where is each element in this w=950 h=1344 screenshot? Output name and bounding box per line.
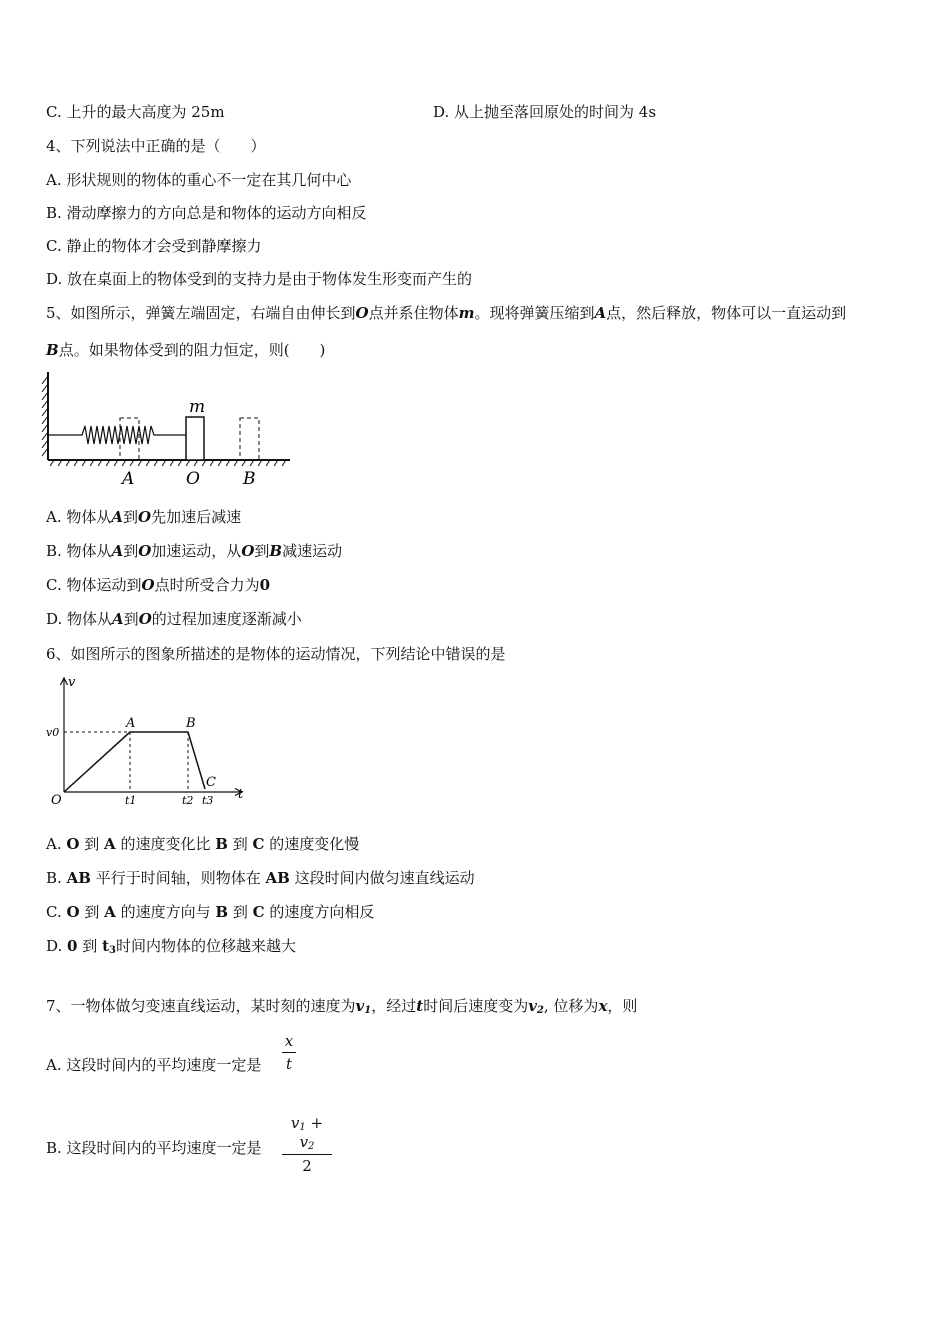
q5b-text: B. 物体从: [46, 542, 112, 560]
q4-option-d: D. 放在桌面上的物体受到的支持力是由于物体发生形变而产生的: [46, 270, 473, 288]
q6d-t-sub: 3: [109, 945, 116, 956]
q7b-plus: +: [305, 1114, 324, 1132]
q6a-text: 的速度变化比: [120, 835, 211, 853]
q7a-denominator: t: [285, 1055, 293, 1073]
q5-stem-text: 点，然后释放，物体可以一直运动到: [606, 304, 847, 322]
q7-option-b: B. 这段时间内的平均速度一定是: [46, 1139, 262, 1157]
q6c-label: C: [252, 903, 265, 921]
q5b-label: O: [241, 542, 255, 560]
q5a-text: 到: [123, 508, 139, 526]
q4-option-a: A. 形状规则的物体的重心不一定在其几何中心: [46, 171, 352, 189]
q7-v1: [356, 997, 372, 1015]
q5b-text: 到: [254, 542, 270, 560]
q7b-denominator: 2: [302, 1157, 312, 1175]
q5-option-b: [46, 541, 342, 561]
q6a-label: B: [215, 835, 228, 853]
q6d-text: 到: [82, 937, 98, 955]
q7b-v: v: [290, 1114, 300, 1132]
q6c-text: 的速度方向与: [120, 903, 211, 921]
q5a-text: A. 物体从: [46, 508, 112, 526]
q6-stem: 6、如图所示的图象所描述的是物体的运动情况，下列结论中错误的是: [46, 645, 506, 663]
q5-label-a: A: [594, 304, 607, 322]
q6c-text: 的速度方向相反: [269, 903, 375, 921]
q6c-label: B: [215, 903, 229, 921]
q6b-text: 平行于时间轴，则物体在: [95, 869, 261, 887]
axis-v: v: [68, 675, 76, 690]
q6a-label: A: [104, 835, 116, 853]
q5d-text: 的过程加速度逐渐减小: [151, 610, 302, 628]
q7-v2: [528, 997, 544, 1015]
q3-option-c: C. 上升的最大高度为 25m: [46, 103, 225, 121]
q7b-numerator: [282, 1114, 332, 1155]
spring: [48, 426, 186, 444]
q6a-text: 的速度变化慢: [269, 835, 360, 853]
q5a-text: 先加速后减速: [151, 508, 242, 526]
vt-graph: [42, 672, 252, 812]
q7a-fraction: [282, 1032, 296, 1073]
q5d-label: O: [138, 610, 152, 628]
q5-stem-line1: [46, 303, 846, 323]
point-a-label: A: [126, 716, 136, 731]
q6c-text: 到: [232, 903, 248, 921]
spring-figure: [40, 368, 300, 493]
q5-label-m: m: [458, 304, 475, 322]
q6b-label: AB: [265, 869, 290, 887]
q4-stem: 4、下列说法中正确的是（ ）: [46, 137, 266, 155]
q5b-label: B: [269, 542, 283, 560]
q7-stem: [46, 996, 637, 1021]
label-a: A: [122, 469, 135, 489]
label-b: B: [243, 469, 256, 489]
q6d-text: 时间内物体的位移越来越大: [115, 937, 296, 955]
axis-t: t: [238, 787, 244, 802]
q5-stem-text: 点。如果物体受到的阻力恒定，则( ): [58, 341, 326, 359]
q7-v: v: [528, 997, 537, 1015]
q7-text: 7、一物体做匀变速直线运动，某时刻的速度为: [46, 997, 356, 1015]
q7b-sub: 1: [299, 1122, 306, 1133]
q5b-label: A: [111, 542, 124, 560]
q6a-text: A.: [46, 835, 62, 853]
q6a-label: O: [66, 835, 80, 853]
q7-text: , 位移为: [543, 997, 599, 1015]
q6c-label: A: [104, 903, 116, 921]
q5-stem-text: 点并系住物体: [368, 304, 459, 322]
q3-option-d: D. 从上抛至落回原处的时间为 4s: [433, 103, 657, 121]
q5b-text: 到: [123, 542, 139, 560]
q6d-text: D.: [46, 937, 63, 955]
q6a-text: 到: [232, 835, 248, 853]
origin-label: O: [51, 793, 62, 808]
block-m: [186, 417, 204, 460]
q5b-text: 减速运动: [282, 542, 343, 560]
q6c-label: O: [66, 903, 80, 921]
q6b-label: AB: [66, 869, 91, 887]
q7-option-a: A. 这段时间内的平均速度一定是: [46, 1056, 262, 1074]
point-b-label: B: [186, 716, 196, 731]
q6c-text: 到: [84, 903, 100, 921]
q5-option-a: [46, 507, 241, 527]
q5-stem-text: 。现将弹簧压缩到: [474, 304, 595, 322]
q7a-numerator: x: [282, 1032, 296, 1053]
q5-option-d: [46, 609, 302, 629]
vt-line: [64, 732, 205, 792]
q6d-t3: [102, 937, 116, 955]
q6a-text: 到: [84, 835, 100, 853]
q7-text: ，经过: [371, 997, 417, 1015]
v0-label: v0: [46, 726, 60, 739]
q7-text: ，则: [607, 997, 638, 1015]
q5-label-o: O: [355, 304, 369, 322]
q5d-text: D. 物体从: [46, 610, 113, 628]
q7b-v: v: [299, 1133, 309, 1151]
q6d-zero: 0: [67, 937, 78, 955]
q7b-sub: 2: [308, 1141, 315, 1152]
label-m: m: [189, 397, 206, 417]
q6c-text: C.: [46, 903, 62, 921]
q7b-fraction: [282, 1114, 332, 1175]
q7-v: v: [355, 997, 365, 1015]
q7-sub: 1: [364, 1005, 372, 1016]
q7-sub: 2: [536, 1005, 544, 1016]
q6b-text: 这段时间内做匀速直线运动: [294, 869, 475, 887]
q5-stem-line2: [46, 340, 325, 360]
q6b-text: B.: [46, 869, 62, 887]
q4-option-b: B. 滑动摩擦力的方向总是和物体的运动方向相反: [46, 204, 367, 222]
t3-label: t3: [202, 794, 214, 807]
q6-option-c: [46, 902, 374, 922]
point-c-label: C: [206, 775, 216, 790]
q6-option-d: [46, 936, 296, 961]
q7-text: 时间后速度变为: [423, 997, 529, 1015]
q6a-label: C: [252, 835, 265, 853]
q5c-text: C. 物体运动到: [46, 576, 142, 594]
q5d-text: 到: [123, 610, 139, 628]
q5-label-b: B: [46, 341, 59, 359]
q6-option-b: [46, 868, 475, 888]
q5d-label: A: [112, 610, 124, 628]
label-o: O: [186, 469, 200, 489]
q7-t: t: [416, 997, 424, 1015]
q6d-t: t: [102, 937, 109, 955]
q5c-zero: 0: [259, 576, 271, 594]
q5-option-c: [46, 575, 270, 595]
t2-label: t2: [182, 794, 194, 807]
q7-x: x: [598, 997, 608, 1015]
q5c-text: 点时所受合力为: [154, 576, 260, 594]
q5b-text: 加速运动，从: [151, 542, 242, 560]
q5-stem-text: 5、如图所示，弹簧左端固定，右端自由伸长到: [46, 304, 356, 322]
t1-label: t1: [125, 794, 137, 807]
dashed-box-b: [240, 418, 259, 460]
q5b-label: O: [138, 542, 152, 560]
q5a-label: O: [138, 508, 152, 526]
q5c-label: O: [141, 576, 155, 594]
q4-option-c: C. 静止的物体才会受到静摩擦力: [46, 237, 262, 255]
q6-option-a: [46, 834, 359, 854]
q5a-label: A: [111, 508, 124, 526]
